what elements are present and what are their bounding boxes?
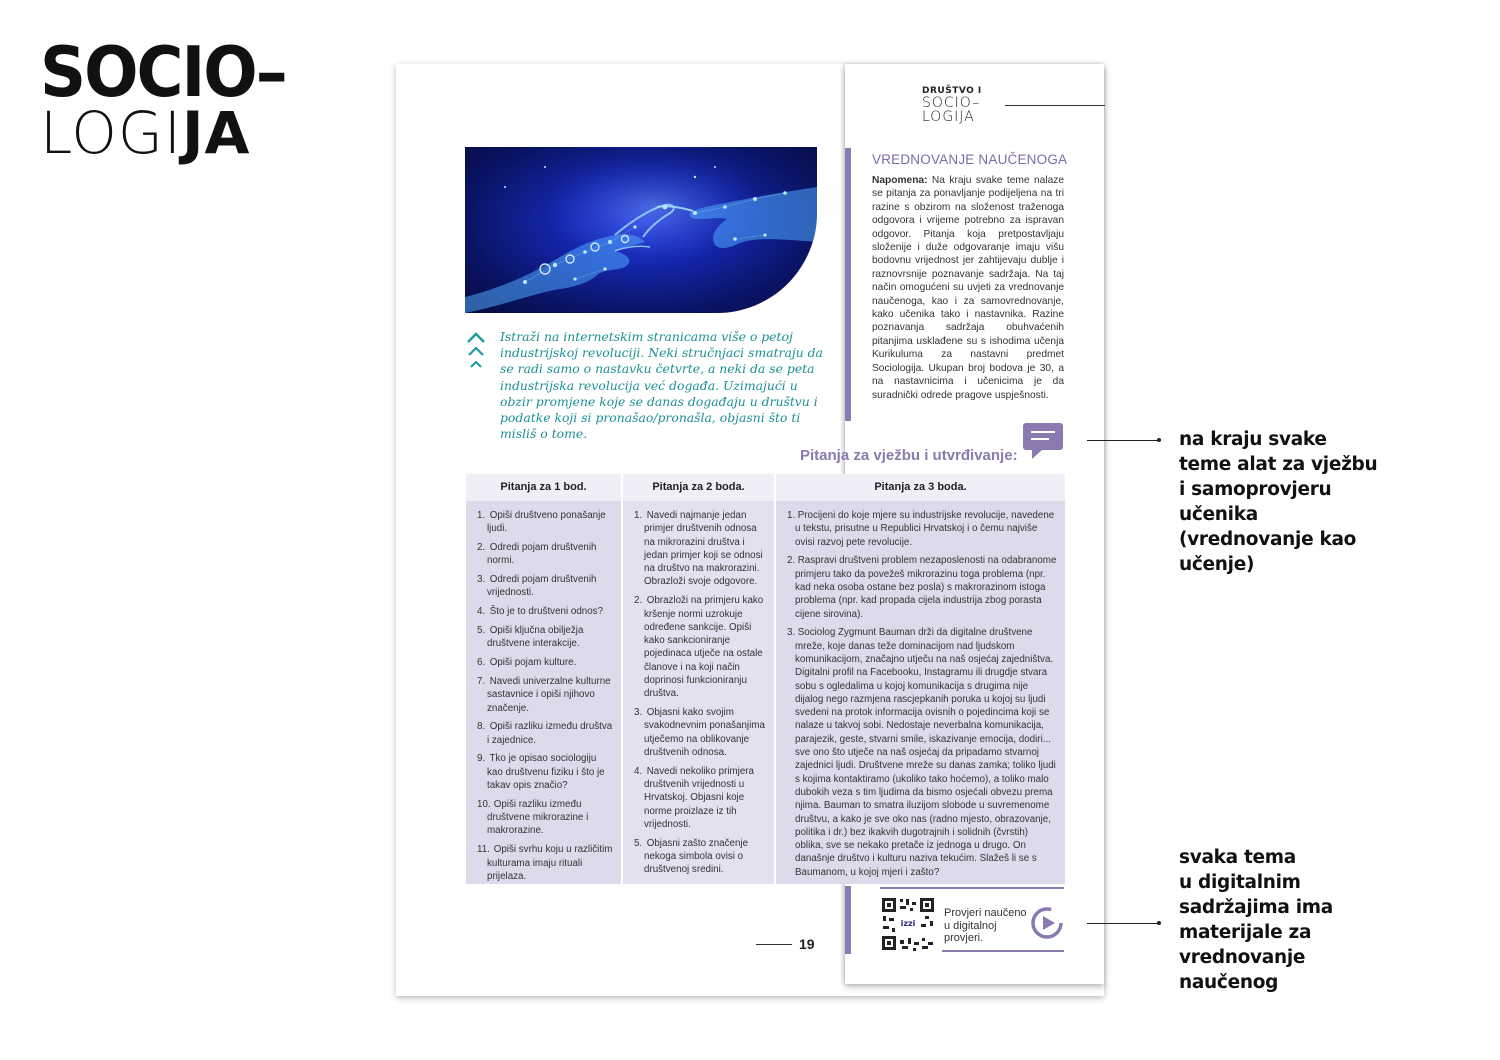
questions-table — [466, 474, 1065, 884]
annotation-leader-1 — [1087, 440, 1159, 441]
play-logo-icon[interactable] — [1030, 906, 1064, 940]
digital-hands-image — [465, 147, 817, 313]
column-2-points — [623, 474, 774, 884]
question-item: 3. Objasni kako svojim svakodnevnim ponašanjima utječemo na oblikovanje društvenih odnosa. — [634, 707, 765, 759]
exercises-title: Pitanja za vježbu i utvrđivanje: — [800, 447, 1018, 464]
mini-logo-line-3: LOGIJA — [922, 109, 975, 125]
note-label: Napomena: — [872, 175, 928, 186]
digital-box-rule-top — [880, 887, 1064, 889]
question-item: 2. Raspravi društveni problem nezaposlenosti na odabranome primjeru tako da povežeš mikrorazinu toga problema (npr. kad neka osoba ostane bez posla) s makrorazinom istoga problema (npr. kad propada cijela industrija zbog porasta cijene sirovina). — [787, 555, 1057, 620]
question-item: 7. Navedi univerzalne kulturne sastavnice i opiši njihovo značenje. — [477, 675, 611, 714]
digital-hands-illustration — [465, 147, 817, 313]
vrednovanje-note — [872, 174, 1064, 402]
research-prompt-text: Istraži na internetskim stranicama više o petoj industrijskoj revoluciji. Neki stručnjaci smatraju da se radi samo o nastavku četvrte, a neki da se peta industrijska revolucija već događa. Uzimajući u obzir promjene koje se danas događaju u društvu i podatke koji si pronašao/pronašla, objasni što ti misliš o tome. — [500, 329, 823, 442]
qr-code-icon[interactable] — [880, 896, 936, 952]
page-number-rule — [756, 944, 792, 945]
annotation-exercises: na kraju svake teme alat za vježbu i samoprovjeru učenika (vrednovanje kao učenje) — [1179, 429, 1378, 575]
accent-bar-bottom — [845, 886, 851, 954]
header-rule — [1005, 105, 1105, 106]
column-header: Pitanja za 1 bod. — [466, 474, 621, 501]
note-text: Na kraju svake teme nalaze se pitanja za ponavljanje podijeljena na tri razine s obzirom na složenost traženoga odgovora i vrijeme potrebno za ispravan odgovor. Pitanja koja pretpostavljaju složenije i duže odgovaranje imaju višu bodovnu vrijednost jer zahtijevaju dublje i raznovrsnije poznavanje sadržaja. Na taj način omogućeni su uvjeti za vrednovanje naučenoga, kao i za samovrednovanje, kako učenika tako i nastavnika. Razine poznavanja sadržaja obuhvaćenih pitanjima usklađene su s ishodima učenja Kurikuluma za nastavni predmet Sociologija. Ukupan broj bodova je 30, a na nastavnicima i učenicima je da suradnički odrede pragove uspješnosti. — [872, 175, 1064, 401]
vrednovanje-title: VREDNOVANJE NAUČENOGA — [872, 152, 1068, 167]
question-item: 6. Opiši pojam kulture. — [477, 657, 577, 669]
question-item: 4. Što je to društveni odnos? — [477, 606, 604, 618]
logo-line-1: SOCIO– — [40, 33, 286, 114]
question-item: 8. Opiši razliku između društva i zajednice. — [477, 721, 613, 746]
logo-thin-part: LOGI — [40, 99, 182, 167]
question-item: 11. Opiši svrhu koju u različitim kulturama imaju rituali prijelaza. — [477, 844, 613, 882]
annotation-dot-2 — [1157, 921, 1161, 925]
column-header: Pitanja za 2 boda. — [623, 474, 774, 501]
annotation-digital: svaka tema u digitalnim sadržajima ima materijale za vrednovanje naučenog — [1179, 847, 1333, 993]
question-item: 3. Odredi pojam društvenih vrijednosti. — [477, 574, 597, 599]
logo-bold-part: JA — [181, 99, 251, 167]
chevron-up-stack-icon — [466, 330, 486, 372]
annotation-dot-1 — [1157, 438, 1161, 442]
column-3-points — [776, 474, 1065, 884]
mini-logo-line-2: SOCIO– — [922, 95, 981, 111]
annotation-leader-2 — [1087, 923, 1159, 924]
speech-bubble-icon — [1022, 421, 1064, 461]
digital-check-text[interactable]: Provjeri naučeno u digitalnoj provjeri. — [944, 907, 1027, 945]
question-item: 1. Opiši društveno ponašanje ljudi. — [477, 510, 606, 535]
qr-label: izzi — [900, 919, 916, 928]
question-item: 3. Sociolog Zygmunt Bauman drži da digitalne društvene mreže, koje danas teže dominacijom nad ljudskom komunikacijom, značajno utječu na naš osjećaj zajedništva. Digitalni profil na Facebooku, Instagramu ili drugdje stvara sobu s ogledalima u kojoj komunikacija s drugima nije dijalog nego razmjena rascjepkanih poruka u kojoj su ljudi svedeni na protok informacija ovisnih o pojedincima koji se nalaze u takvoj sobi. Nedostaje neverbalna komunikacija, parajezik, geste, stvarni smile, iskazivanje emocija, dodiri... sve ono što utječe na naš osjećaj da pripadamo stvarnoj zajednici ljudi. Društvene mreže su danas zamka; toliko ljudi s kojima kontaktiramo (ukoliko tako hoćemo), a toliko malo dubokih veza s tim ljudima da bismo osjećali obvezu prema njima. Bauman to smatra iluzijom slobode u suvremenome društvu, a kako je sve oko nas (radno mjesto, obrazovanje, politika i dr.) bez ikakvih dugotrajnih i solidnih (čvrstih) oblika, sve se nekako pretače iz jednoga u drugo. On današnje društvo i kulturu naziva tekućim. Slažeš li se s Baumanom, u kojoj mjeri i zašto? — [787, 627, 1056, 878]
question-item: 9. Tko je opisao sociologiju kao društvenu fiziku i što je takav opis značio? — [477, 753, 605, 792]
question-item: 2. Obrazloži na primjeru kako kršenje normi uzrokuje određene sankcije. Opiši kako sankcioniranje pojedinaca utječe na ostale članove i na koji način doprinosi funkcioniranju društva. — [634, 595, 764, 700]
digital-box-rule-bottom — [942, 950, 1064, 952]
mini-logo-line-1: DRUŠTVO I — [922, 86, 982, 96]
column-header: Pitanja za 3 boda. — [776, 474, 1065, 501]
question-item: 5. Opiši ključna obilježja društvene interakcije. — [477, 625, 584, 650]
accent-bar — [845, 148, 851, 421]
question-item: 10. Opiši razliku između društvene mikrorazine i makrorazine. — [477, 798, 589, 837]
sociologija-logo — [40, 33, 340, 167]
question-item: 5. Objasni zašto značenje nekoga simbola ovisi o društvenoj sredini. — [634, 837, 749, 876]
question-item: 1. Procijeni do koje mjere su industrijske revolucije, navedene u tekstu, prisutne u Republici Hrvatskoj i o čemu najviše ovisi razvoj pete revolucije. — [787, 510, 1055, 548]
page-number: 19 — [799, 936, 815, 952]
mini-logo — [922, 86, 982, 124]
column-1-point — [466, 474, 621, 884]
question-item: 4. Navedi nekoliko primjera društvenih vrijednosti u Hrvatskoj. Objasni koje norme proizlaze iz tih vrijednosti. — [634, 765, 755, 831]
question-item: 1. Navedi najmanje jedan primjer društvenih odnosa na mikrorazini društva i jedan primjer koji se odnosi na društvo na makrorazini. Obrazloži svoje odgovore. — [634, 510, 763, 588]
question-item: 2. Odredi pojam društvenih normi. — [477, 542, 597, 567]
